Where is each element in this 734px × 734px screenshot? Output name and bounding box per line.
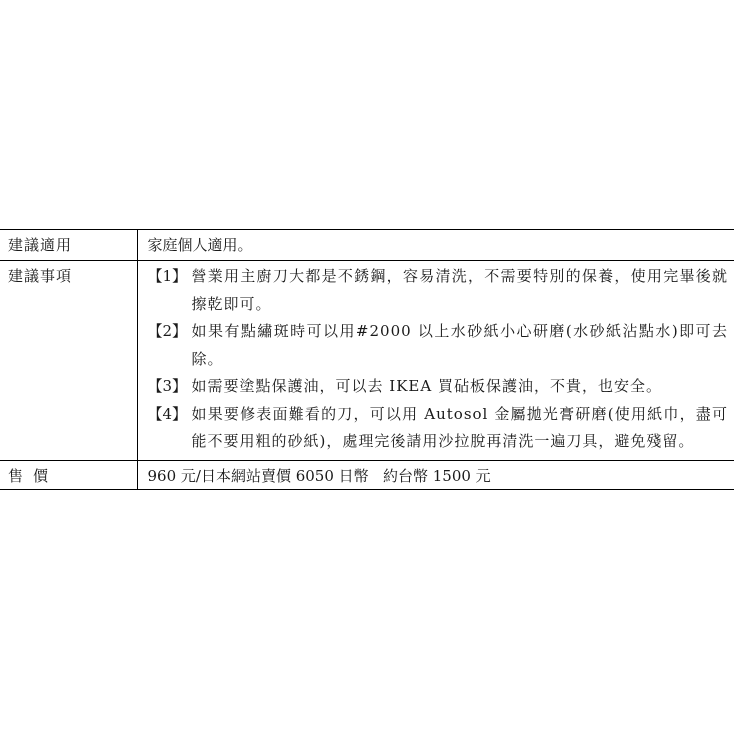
- notes-list: [137, 261, 734, 461]
- usage-value: 家庭個人適用。: [137, 230, 734, 261]
- price-row: [0, 460, 734, 489]
- note-marker: 【3】: [147, 377, 188, 395]
- notes-row: [0, 261, 734, 461]
- note-text: 營業用主廚刀大都是不銹鋼，容易清洗，不需要特別的保養，使用完畢後就擦乾即可。: [191, 267, 728, 313]
- note-text: 如果要修表面難看的刀，可以用 Autosol 金屬拋光膏研磨(使用紙巾，盡可能不要用粗的砂紙)，處理完後請用沙拉脫再清洗一遍刀具，避免殘留。: [191, 404, 728, 450]
- note-marker: 【1】: [147, 267, 188, 285]
- note-marker: 【2】: [147, 322, 188, 340]
- product-spec-table: [0, 229, 734, 490]
- note-text: 如需要塗點保護油，可以去 IKEA 買砧板保護油，不貴，也安全。: [191, 377, 662, 395]
- note-item-1: [148, 263, 729, 318]
- notes-label: 建議事項: [0, 261, 137, 461]
- note-item-3: [148, 373, 729, 401]
- note-item-4: [148, 401, 729, 456]
- usage-label: 建議適用: [0, 230, 137, 261]
- note-item-2: [148, 318, 729, 373]
- price-label: 售價: [0, 460, 137, 489]
- usage-row: [0, 230, 734, 261]
- note-marker: 【4】: [147, 404, 188, 423]
- price-value: 960 元/日本網站賣價 6050 日幣 約台幣 1500 元: [137, 460, 734, 489]
- note-text: 如果有點繡斑時可以用#2000 以上水砂紙小心研磨(水砂紙沾點水)即可去除。: [191, 322, 728, 368]
